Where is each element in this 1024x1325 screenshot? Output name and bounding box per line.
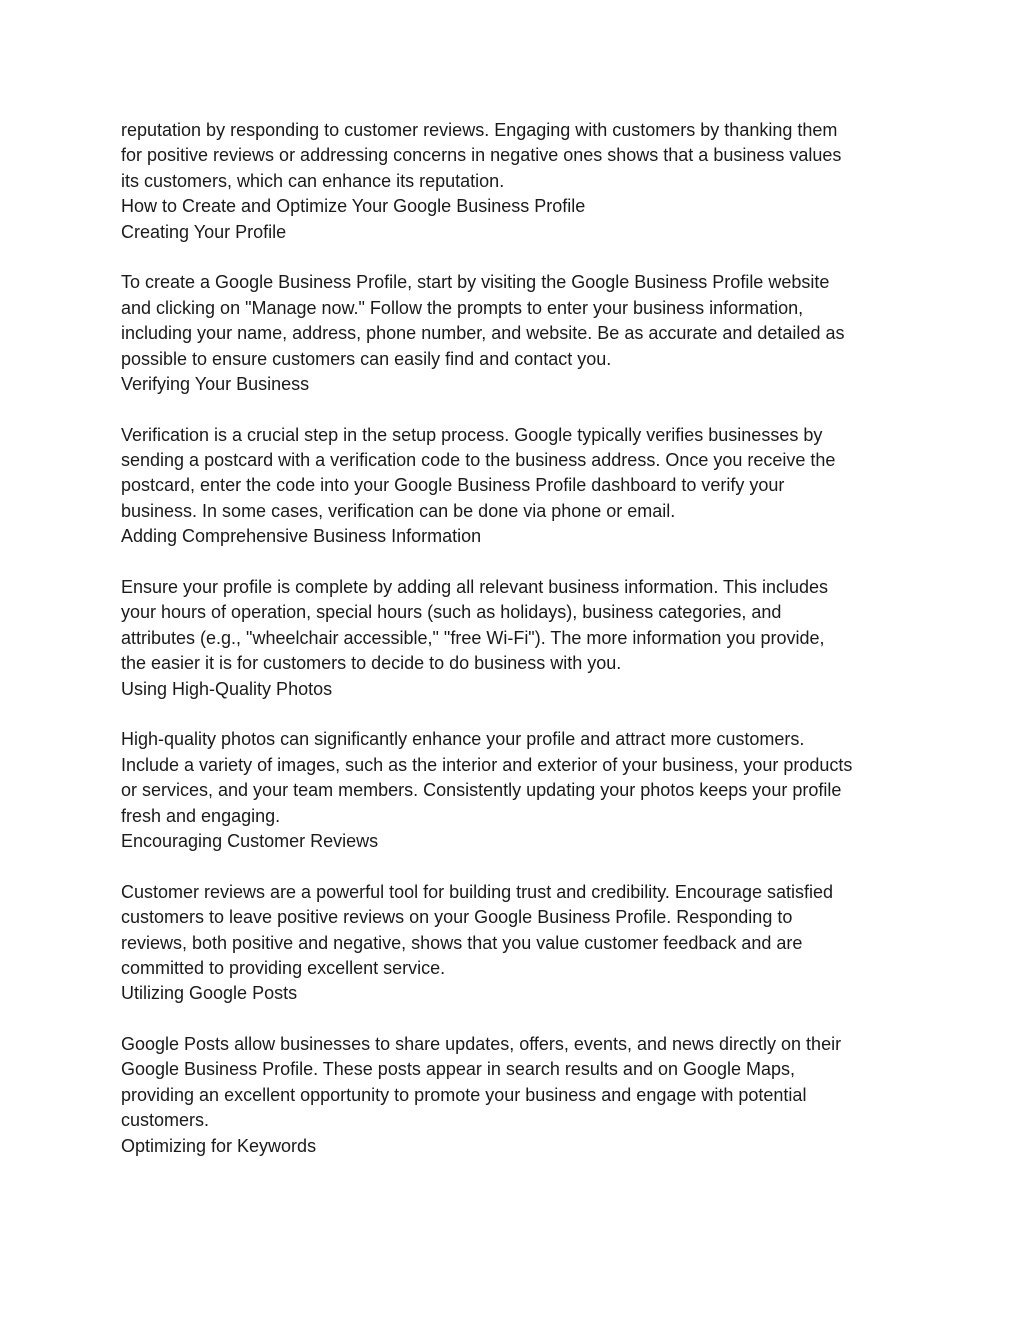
text-line: including your name, address, phone number, and website. Be as accurate and detailed as	[121, 323, 845, 344]
text-line: postcard, enter the code into your Google Business Profile dashboard to verify your	[121, 475, 785, 496]
text-line: or services, and your team members. Consistently updating your photos keeps your profile	[121, 780, 842, 801]
text-line: customers.	[121, 1110, 210, 1131]
intro-paragraph	[121, 118, 911, 194]
text-line: Ensure your profile is complete by adding all relevant business information. This includes	[121, 577, 829, 598]
paragraph-gap	[121, 550, 911, 575]
paragraph-gap	[121, 854, 911, 879]
main-heading: How to Create and Optimize Your Google Business Profile	[121, 196, 586, 217]
section-customer-reviews	[121, 829, 911, 981]
paragraph-gap	[121, 245, 911, 270]
text-line: sending a postcard with a verification code to the business address. Once you receive the	[121, 450, 836, 471]
section-business-information	[121, 524, 911, 676]
text-line: reputation by responding to customer reviews. Engaging with customers by thanking them	[121, 120, 838, 140]
paragraph-gap	[121, 702, 911, 727]
section-heading: Adding Comprehensive Business Information	[121, 526, 482, 547]
section-verifying-business	[121, 372, 911, 524]
section-heading: Encouraging Customer Reviews	[121, 830, 379, 851]
section-heading-keywords: Optimizing for Keywords	[121, 1135, 317, 1156]
text-line: customers to leave positive reviews on your Google Business Profile. Responding to	[121, 907, 793, 928]
text-line: Include a variety of images, such as the interior and exterior of your business, your products	[121, 754, 853, 775]
section-creating-profile	[121, 220, 911, 372]
paragraph-gap	[121, 1007, 911, 1032]
section-google-posts	[121, 981, 911, 1133]
text-line: committed to providing excellent service.	[121, 957, 446, 978]
paragraph-gap	[121, 397, 911, 422]
text-line: business. In some cases, verification can be done via phone or email.	[121, 500, 676, 521]
text-line: and clicking on "Manage now." Follow the prompts to enter your business information,	[121, 297, 804, 318]
text-line: Google Business Profile. These posts appear in search results and on Google Maps,	[121, 1059, 796, 1080]
text-line: for positive reviews or addressing concerns in negative ones shows that a business values	[121, 145, 842, 166]
text-line: its customers, which can enhance its reputation.	[121, 170, 505, 191]
text-line: providing an excellent opportunity to promote your business and engage with potential	[121, 1084, 807, 1105]
text-line: Verification is a crucial step in the setup process. Google typically verifies businesses by	[121, 424, 823, 445]
section-heading: Utilizing Google Posts	[121, 983, 298, 1004]
section-heading: Verifying Your Business	[121, 373, 310, 394]
text-line: possible to ensure customers can easily find and contact you.	[121, 348, 612, 369]
text-line: Google Posts allow businesses to share updates, offers, events, and news directly on their	[121, 1034, 842, 1055]
text-line: High-quality photos can significantly enhance your profile and attract more customers.	[121, 729, 805, 750]
section-heading: Using High-Quality Photos	[121, 678, 333, 699]
text-line: To create a Google Business Profile, start by visiting the Google Business Profile website	[121, 272, 830, 293]
text-line: reviews, both positive and negative, shows that you value customer feedback and are	[121, 932, 803, 953]
text-line: Customer reviews are a powerful tool for building trust and credibility. Encourage satisfied	[121, 881, 834, 902]
document-page	[121, 118, 911, 1159]
section-high-quality-photos	[121, 677, 911, 829]
text-line: attributes (e.g., "wheelchair accessible," "free Wi-Fi"). The more information you provide,	[121, 627, 825, 648]
section-heading: Creating Your Profile	[121, 221, 287, 242]
text-line: fresh and engaging.	[121, 805, 281, 826]
text-line: the easier it is for customers to decide to do business with you.	[121, 653, 622, 674]
text-line: your hours of operation, special hours (such as holidays), business categories, and	[121, 602, 782, 623]
